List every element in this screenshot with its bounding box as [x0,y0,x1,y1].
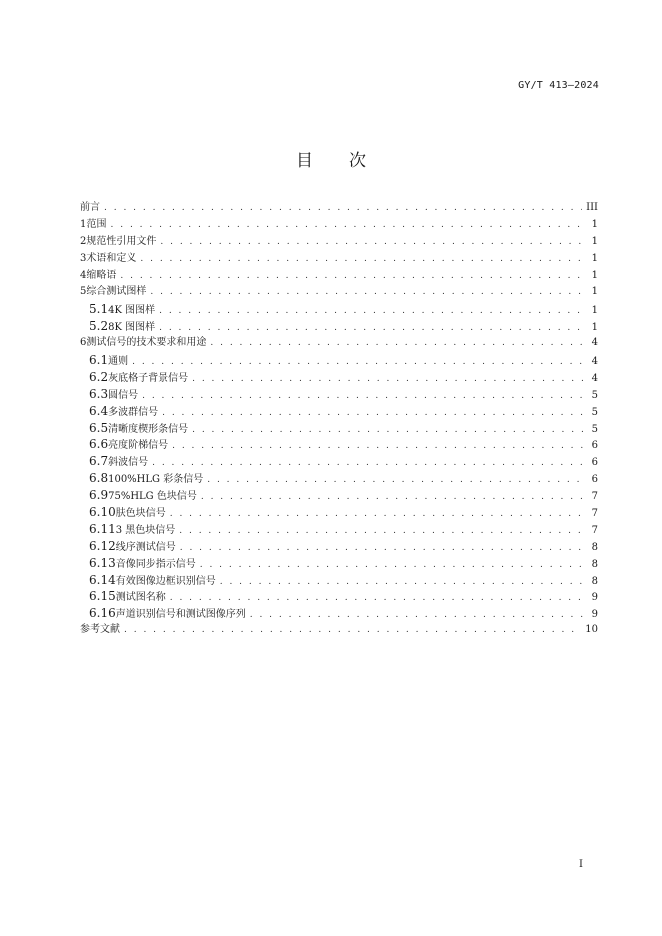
toc-entry-label: 声道识别信号和测试图像序列 [115,609,246,621]
toc-dot-leader [179,523,586,538]
toc-entry-label: 清晰度楔形条信号 [108,423,189,435]
toc-entry[interactable] [80,420,598,437]
toc-entry[interactable] [80,470,598,487]
toc-entry-number: 6.7 [89,454,109,469]
toc-entry[interactable] [80,572,598,589]
toc-entry[interactable] [80,200,598,217]
toc-entry-number: 6.2 [89,369,109,384]
toc-dot-leader [104,200,582,217]
toc-dot-leader [150,284,586,301]
toc-entry-number: 6.8 [89,471,109,486]
toc-dot-leader [160,234,586,251]
toc-entry-label: 肤色块信号 [115,508,166,520]
toc-entry-page: 6 [591,457,598,469]
toc-entry[interactable] [80,403,598,420]
toc-entry-label: 多波群信号 [108,406,159,418]
toc-entry-page: 1 [591,235,598,247]
toc-entry-page: 9 [591,592,598,604]
toc-entry[interactable] [80,605,598,622]
toc-entry-page: 1 [591,286,598,298]
toc-entry-number: 6.10 [89,505,116,520]
toc-entry-number: 6 [80,337,87,349]
toc-entry-label: 有效图像边框识别信号 [115,575,216,587]
toc-entry-page: 5 [591,423,598,435]
toc-entry[interactable] [80,521,598,538]
toc-dot-leader [142,388,586,403]
toc-dot-leader [192,371,586,386]
toc-entry-label: 75%HLG 色块信号 [108,491,197,503]
toc-entry-number: 6.12 [89,538,116,553]
toc-entry-page: 8 [591,575,598,587]
toc-dot-leader [152,455,586,470]
toc-entry-number: 5 [80,286,87,298]
toc-entry-number: 6.9 [89,488,109,503]
toc-entry-number: 6.5 [89,420,109,435]
toc-entry-number: 6.16 [89,606,116,621]
toc-entry-number: 6.6 [89,437,109,452]
toc-entry-label: 测试信号的技术要求和用途 [86,337,207,349]
toc-entry-number: 5.1 [89,302,109,317]
toc-entry[interactable] [80,487,598,504]
toc-dot-leader [207,472,586,487]
toc-dot-leader [159,303,586,318]
toc-entry[interactable] [80,352,598,369]
toc-dot-leader [180,540,586,555]
toc-entry-number: 4 [80,269,87,281]
toc-entry-number: 5.2 [89,319,109,334]
toc-entry[interactable] [80,504,598,521]
title-char-1: 目 [296,151,313,171]
toc-entry-page: 4 [591,337,598,349]
toc-entry-number: 6.3 [89,386,109,401]
toc-entry-number: 6.4 [89,403,109,418]
toc-dot-leader [162,405,586,420]
toc-entry-label: 灰底格子背景信号 [108,372,189,384]
toc-entry-label: 通则 [108,356,129,368]
toc-entry-page: 5 [591,389,598,401]
toc-entry-page: 9 [591,609,598,621]
toc-entry-number: 2 [80,235,87,247]
toc-entry-number: 3 [80,252,87,264]
toc-entry-page: 4 [591,356,598,368]
toc-entry-page: 1 [591,252,598,264]
toc-entry-label: 综合测试图样 [86,286,147,298]
toc-entry-label: 线序测试信号 [115,541,176,553]
toc-entry-page: III [586,202,598,213]
toc-entry-page: 7 [591,508,598,520]
toc-dot-leader [210,335,586,352]
toc-entry-number: 6.11 [89,521,116,536]
toc-entry-page: 1 [591,269,598,281]
toc-entry[interactable] [80,234,598,251]
toc-entry-label: 前言 [80,202,100,213]
toc-entry[interactable] [80,268,598,285]
toc-entry-number: 6.13 [89,555,116,570]
toc-entry-page: 7 [591,524,598,536]
toc-entry-page: 4 [591,372,598,384]
toc-entry[interactable] [80,538,598,555]
toc-dot-leader [201,489,586,504]
toc-dot-leader [200,557,586,572]
toc-dot-leader [220,574,586,589]
title-char-2: 次 [349,151,366,171]
toc-entry[interactable] [80,588,598,605]
toc-dot-leader [124,622,581,639]
toc-entry[interactable] [80,386,598,403]
toc-entry-label: 缩略语 [86,269,117,281]
toc-entry-page: 8 [591,541,598,553]
toc-entry-label: 8K 图图样 [108,322,156,334]
toc-entry-label: 音像同步指示信号 [115,558,196,570]
toc-entry-page: 5 [591,406,598,418]
standard-code: GY/T 413—2024 [518,80,599,91]
toc-entry-number: 6.14 [89,572,116,587]
toc-entry[interactable] [80,284,598,301]
page-title [0,146,662,171]
toc-dot-leader [140,251,586,268]
toc-dot-leader [120,268,586,285]
toc-entry-page: 1 [591,218,598,230]
toc-entry-label: 斜波信号 [108,457,149,469]
toc-entry-label: 3 黑色块信号 [115,524,176,536]
toc-dot-leader [132,354,586,369]
toc-entry[interactable] [80,453,598,470]
toc-entry[interactable] [80,318,598,335]
toc-dot-leader [170,590,586,605]
toc-entry-number: 1 [80,218,87,230]
toc-entry[interactable] [80,251,598,268]
toc-dot-leader [159,320,586,335]
toc-entry-page: 7 [591,491,598,503]
toc-entry[interactable] [80,335,598,352]
toc-entry-label: 亮度阶梯信号 [108,440,169,452]
toc-entry[interactable] [80,622,598,639]
toc-entry-label: 规范性引用文件 [86,235,157,247]
table-of-contents [80,200,598,639]
toc-entry-label: 范围 [86,218,107,230]
toc-entry[interactable] [80,301,598,318]
toc-entry-label: 术语和定义 [86,252,137,264]
toc-dot-leader [250,607,586,622]
toc-entry[interactable] [80,555,598,572]
toc-entry-page: 6 [591,474,598,486]
toc-entry[interactable] [80,217,598,234]
toc-entry-label: 圆信号 [108,389,139,401]
toc-dot-leader [170,506,586,521]
toc-entry-page: 10 [585,624,598,636]
toc-dot-leader [192,422,586,437]
toc-entry-number: 6.1 [89,353,109,368]
toc-dot-leader [172,438,586,453]
toc-entry-page: 8 [591,558,598,570]
toc-entry-number: 6.15 [89,589,116,604]
toc-entry-label: 参考文献 [80,624,120,636]
toc-entry-label: 测试图名称 [115,592,166,604]
toc-entry-page: 1 [591,322,598,334]
page-number: I [579,859,583,870]
toc-dot-leader [111,217,586,234]
toc-entry-page: 1 [591,305,598,317]
toc-entry-label: 100%HLG 彩条信号 [108,474,204,486]
toc-entry-page: 6 [591,440,598,452]
toc-entry[interactable] [80,436,598,453]
toc-entry-label: 4K 图图样 [108,305,156,317]
toc-entry[interactable] [80,369,598,386]
